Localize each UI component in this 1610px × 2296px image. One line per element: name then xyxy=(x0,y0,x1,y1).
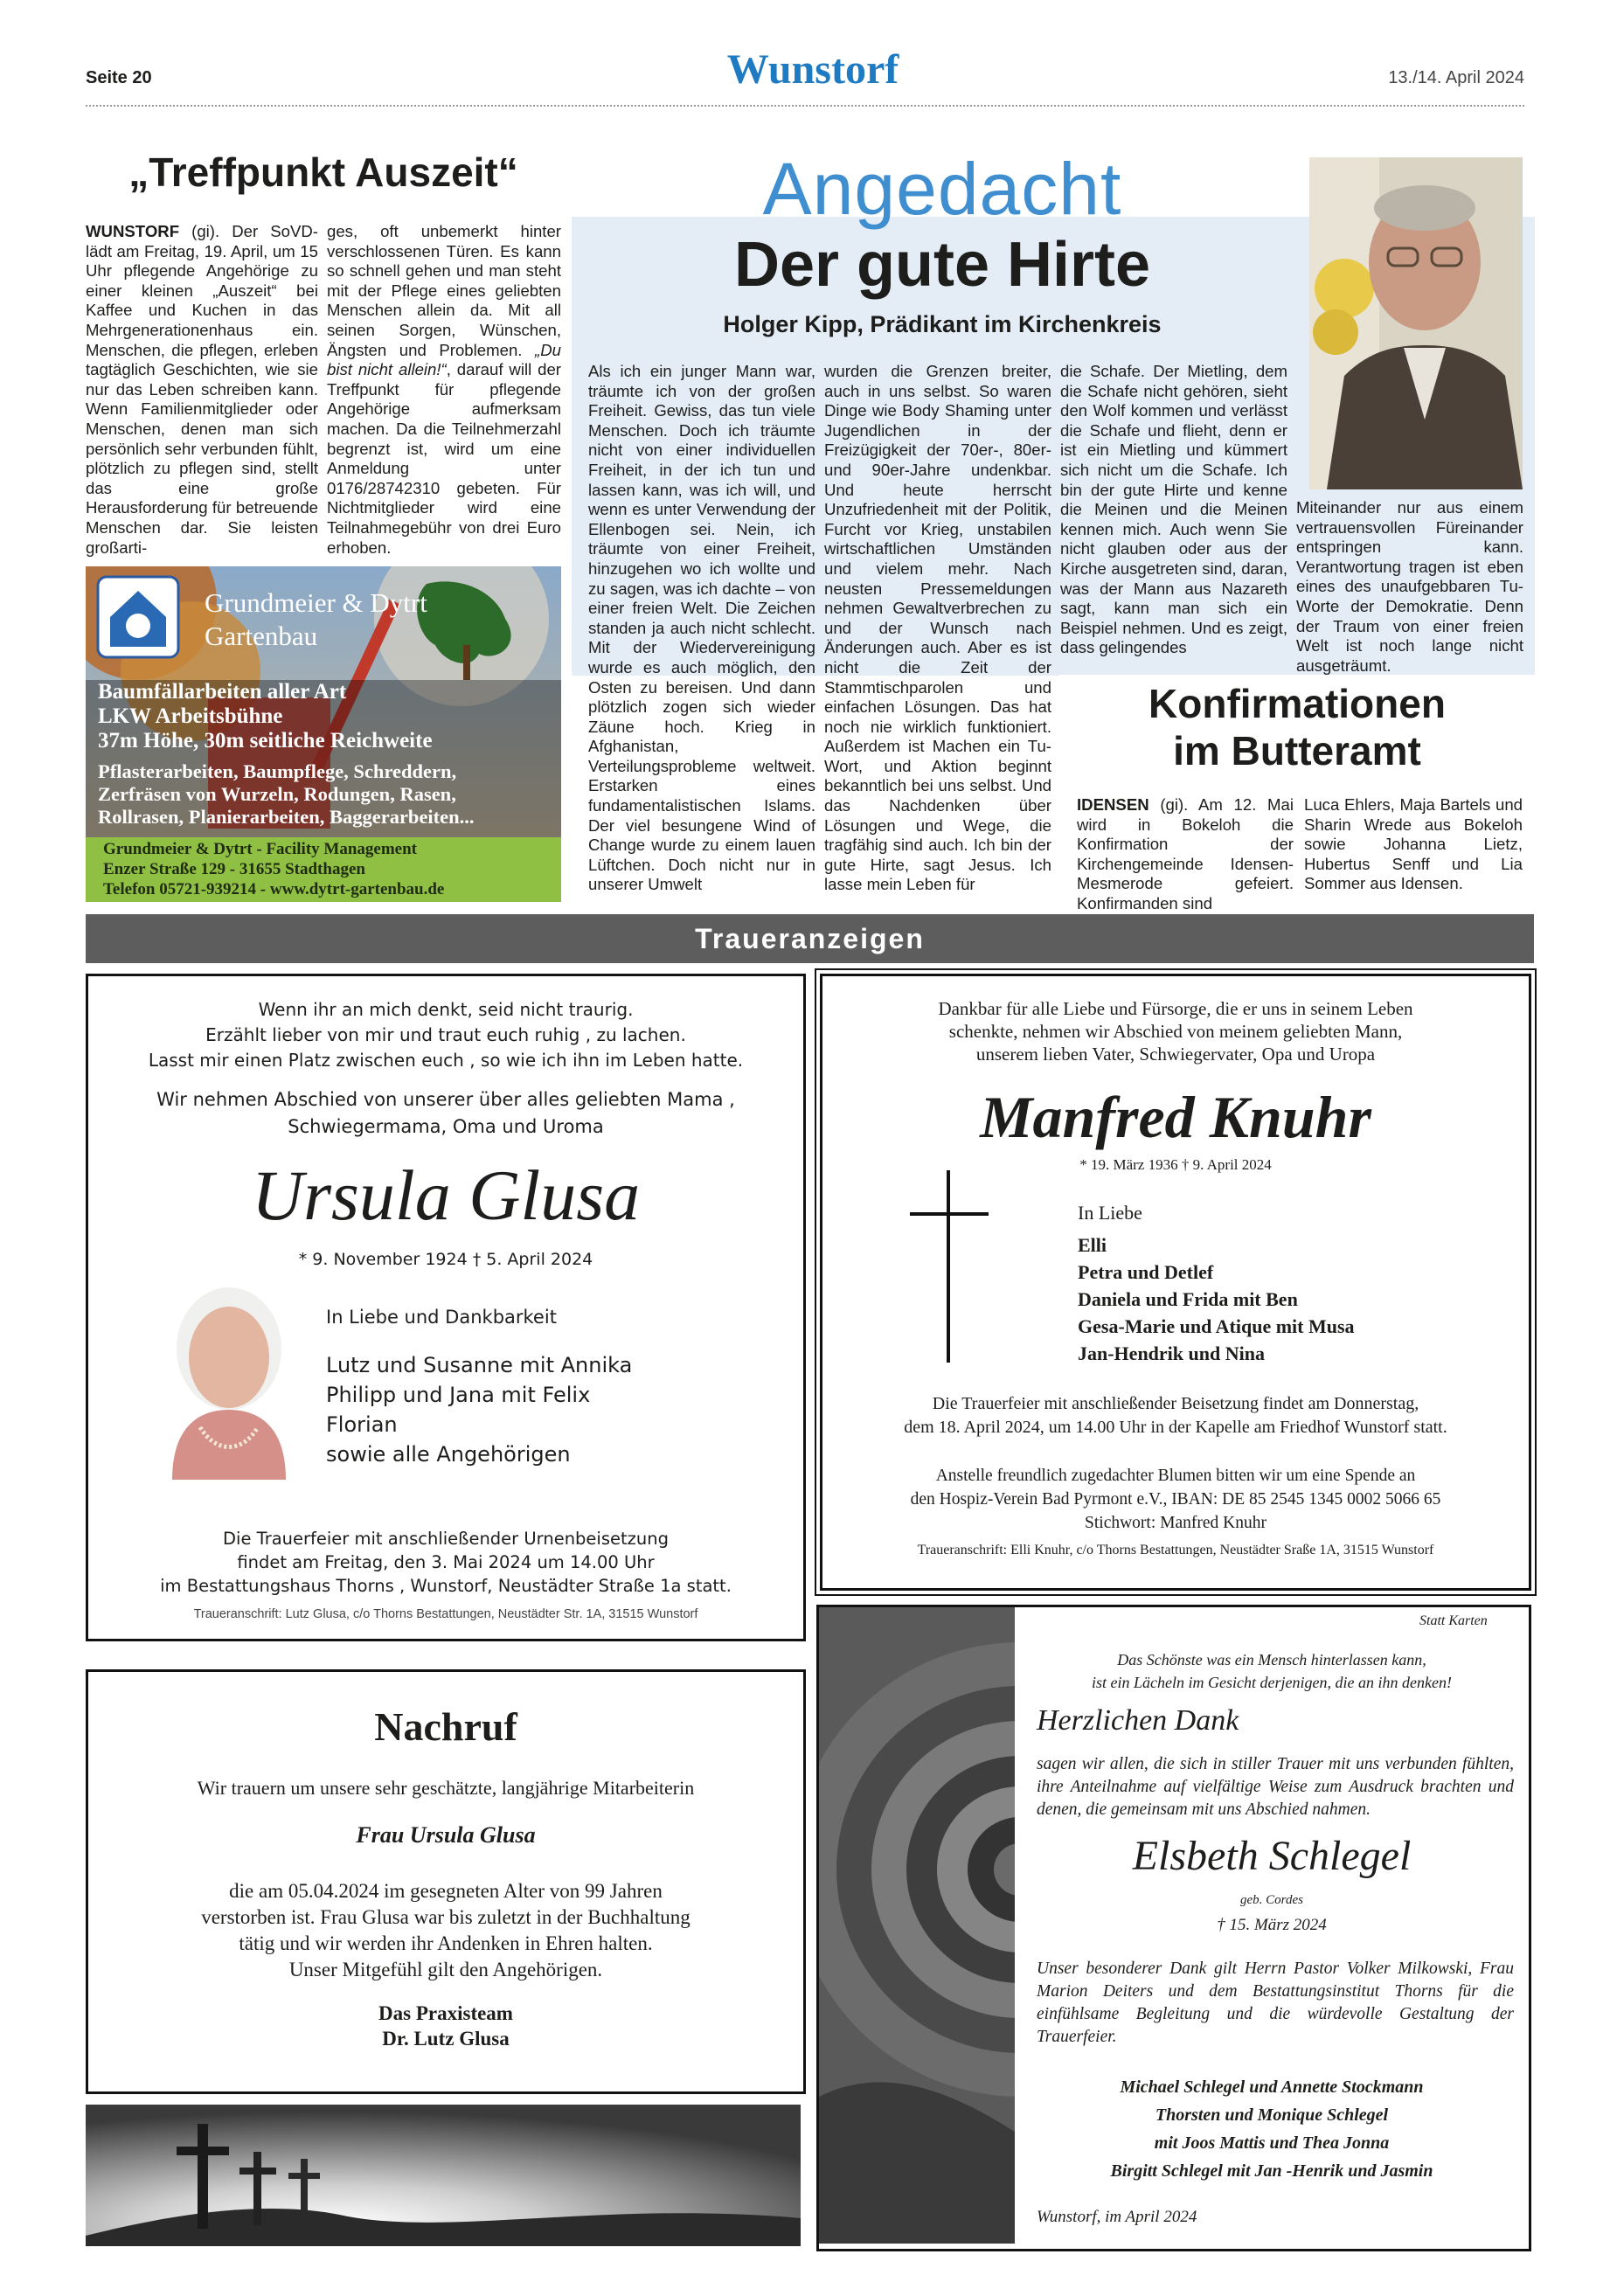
glusa-poem xyxy=(88,997,803,1073)
glusa-service xyxy=(88,1527,803,1598)
schlegel-date: † 15. März 2024 xyxy=(1217,1916,1327,1934)
knuhr-service xyxy=(822,1392,1529,1439)
schlegel-place: Wunstorf, im April 2024 xyxy=(1037,2208,1197,2226)
knuhr-family-1: Elli xyxy=(1078,1234,1107,1256)
schlegel-statt-karten: Statt Karten xyxy=(1419,1613,1488,1628)
knuhr-donation-1: Anstelle freundlich zugedachter Blumen bitten wir um eine Spende an xyxy=(935,1467,1416,1485)
schlegel-quote-1: Das Schönste was ein Mensch hinterlassen kann, xyxy=(1117,1651,1426,1668)
nachruf-title: Nachruf xyxy=(374,1704,517,1749)
treffpunkt-text-2a: ges, oft unbemerkt hinter verschlossenen Türen. Es kann so schnell gehen und man steht mit der Pflege eines geliebten Menschen allein da. Mit all seinen Sorgen, Wünschen, Ängsten und Problemen. xyxy=(327,222,561,359)
glusa-family-1: Lutz und Susanne mit Annika xyxy=(326,1353,633,1377)
knuhr-family-3: Daniela und Frida mit Ben xyxy=(1078,1288,1298,1310)
knuhr-address: Traueranschrift: Elli Knuhr, c/o Thorns Bestattungen, Neustädter Sraße 1A, 31515 Wunstorf xyxy=(917,1543,1434,1557)
ad-list-2: Zerfräsen von Wurzeln, Rodungen, Rasen, xyxy=(98,783,456,805)
konfirmationen-text-1: (gi). Am 12. Mai wird in Bokeloh die Konfirmation der Kirchengemeinde Idensen-Mesmerode gefeiert. Konfirmanden sind xyxy=(1077,795,1294,912)
treffpunkt-text-2b: , darauf will der Treffpunkt für pflegende Angehörige aufmerksam machen. Da die Teilnehmerzahl begrenzt ist, wird um eine Anmeldung unter 0176/28742310 gebeten. Für Nichtmitglieder wird eine Teilnahmegebühr von drei Euro erhoben. xyxy=(327,360,561,557)
knuhr-intro-3: unserem lieben Vater, Schwiegervater, Opa und Uropa xyxy=(975,1044,1376,1065)
glusa-family-3: Florian xyxy=(326,1412,398,1437)
angedacht-column-3: die Schafe. Der Mietling, dem die Schafe nicht gehören, sieht den Wolf kommen und verlässt die Schafe und flieht, denn er ist ein Mietling und kümmert sich nicht um die Schafe. Ich bin der gute Hirte und kenne die Meinen und die Meinen kennen mich. Auch wenn Sie nicht glauben oder aus der Kirche ausgetreten sind, daran, was der Mann aus Nazareth sagt, kann man sich ein Beispiel nehmen. Und es zeigt, dass gelingendes xyxy=(1060,362,1287,657)
knuhr-intro xyxy=(822,997,1529,1065)
knuhr-donation-2: den Hospiz-Verein Bad Pyrmont e.V., IBAN: DE 85 2545 1345 0002 5066 65 xyxy=(910,1490,1441,1509)
glusa-poem-line-1: Wenn ihr an mich denkt, seid nicht traurig. xyxy=(258,999,634,1020)
obituary-ursula-glusa xyxy=(86,974,806,1641)
schlegel-thanks: sagen wir allen, die sich in stiller Trauer mit uns verbunden fühlten, ihre Anteilnahme auf vielfältige Weise zum Ausdruck brachten und denen, die gemeinsam mit uns Abschied nahmen. xyxy=(1037,1755,1514,1819)
konfirmationen-dateline: IDENSEN xyxy=(1077,795,1149,814)
ad-footer-2: Enzer Straße 129 - 31655 Stadthagen xyxy=(103,860,365,878)
glusa-intro-line-2: Schwiegermama, Oma und Uroma xyxy=(288,1116,604,1137)
schlegel-family xyxy=(1023,2073,1521,2185)
angedacht-kicker: Angedacht xyxy=(762,148,1122,230)
ad-list-3: Rollrasen, Planierarbeiten, Baggerarbeiten... xyxy=(98,806,475,828)
glusa-intro xyxy=(88,1086,803,1141)
konfirmationen-column-1 xyxy=(1077,795,1294,914)
glusa-family xyxy=(326,1350,632,1469)
knuhr-donation-3: Stichwort: Manfred Knuhr xyxy=(1085,1514,1266,1532)
glusa-love: In Liebe und Dankbarkeit xyxy=(326,1307,557,1328)
glusa-address: Traueranschrift: Lutz Glusa, c/o Thorns Bestattungen, Neustädter Str. 1A, 31515 Wunstorf xyxy=(193,1607,698,1621)
glusa-intro-line-1: Wir nehmen Abschied von unserer über alles geliebten Mama , xyxy=(156,1089,735,1110)
ad-footer-1: Grundmeier & Dytrt - Facility Management xyxy=(103,840,417,858)
glusa-portrait xyxy=(146,1270,312,1480)
treffpunkt-dateline: WUNSTORF xyxy=(86,222,180,240)
nachruf-name: Frau Ursula Glusa xyxy=(356,1822,536,1848)
angedacht-column-4: Miteinander nur aus einem vertrauensvollen Füreinander entspringen kann. Verantwortung tragen ist eben eines des unaufgebbaren Tu-Worte der Demokratie. Denn der Traum von einer freien Welt ist noch lange nicht ausgeträumt. xyxy=(1296,498,1523,675)
cross-icon-beam xyxy=(910,1212,989,1216)
konfirmationen-headline xyxy=(1059,680,1535,774)
crosses-image xyxy=(86,2105,801,2246)
gartenbau-advertisement xyxy=(86,566,561,902)
schlegel-special-thanks: Unser besonderer Dank gilt Herrn Pastor Volker Milkowski, Frau Marion Deiters und dem Bestattungsinstitut Thorns für die einfühlsame Begleitung und die würdevolle Gestaltung der Trauerfeier. xyxy=(1037,1960,1514,2046)
glusa-poem-line-2: Erzählt lieber von mir und traut euch ruhig , zu lachen. xyxy=(205,1024,686,1045)
nachruf-text-4: Unser Mitgefühl gilt den Angehörigen. xyxy=(288,1959,603,1980)
glusa-family-4: sowie alle Angehörigen xyxy=(326,1442,571,1467)
rose-image xyxy=(819,1607,1015,2244)
glusa-service-1: Die Trauerfeier mit anschließender Urnenbeisetzung xyxy=(223,1529,669,1549)
ad-service-3: 37m Höhe, 30m seitliche Reichweite xyxy=(98,729,433,753)
ad-footer-3: Telefon 05721-939214 - www.dytrt-gartenbau.de xyxy=(103,880,445,898)
konfirmationen-title-text: Konfirmationen im Butteramt xyxy=(1149,681,1446,773)
nachruf-text-2: verstorben ist. Frau Glusa war bis zuletzt in der Buchhaltung xyxy=(201,1906,690,1928)
nachruf-text-1: die am 05.04.2024 im gesegneten Alter von 99 Jahren xyxy=(229,1880,663,1902)
schlegel-name: Elsbeth Schlegel xyxy=(1132,1833,1412,1879)
knuhr-service-2: dem 18. April 2024, um 14.00 Uhr in der Kapelle am Friedhof Wunstorf statt. xyxy=(904,1418,1447,1437)
ad-service-list xyxy=(98,760,475,829)
header-divider xyxy=(86,105,1524,107)
knuhr-family-5: Jan-Hendrik und Nina xyxy=(1078,1342,1265,1364)
nachruf-intro: Wir trauern um unsere sehr geschätzte, langjährige Mitarbeiterin xyxy=(197,1777,695,1799)
schlegel-family-2: Thorsten und Monique Schlegel xyxy=(1155,2105,1389,2125)
nachruf-notice xyxy=(86,1669,806,2094)
ad-service-2: LKW Arbeitsbühne xyxy=(98,704,283,728)
ad-service-1: Baumfällarbeiten aller Art xyxy=(98,680,347,704)
page-number: Seite 20 xyxy=(86,68,152,87)
treffpunkt-column-1 xyxy=(86,222,318,558)
schlegel-heading: Herzlichen Dank xyxy=(1037,1704,1239,1737)
knuhr-intro-1: Dankbar für alle Liebe und Fürsorge, die er uns in seinem Leben xyxy=(938,998,1413,1019)
schlegel-born: geb. Cordes xyxy=(1240,1893,1303,1907)
treffpunkt-column-2 xyxy=(327,222,561,558)
knuhr-donation xyxy=(822,1464,1529,1535)
schlegel-quote-2: ist ein Lächeln im Gesicht derjenigen, die an ihn denken! xyxy=(1092,1674,1452,1691)
author-portrait xyxy=(1309,157,1523,489)
cross-icon xyxy=(947,1170,950,1363)
schlegel-family-1: Michael Schlegel und Annette Stockmann xyxy=(1120,2077,1424,2097)
konfirmationen-column-2: Luca Ehlers, Maja Bartels und Sharin Wrede aus Bokeloh sowie Johanna Lietz, Hubertus Senff und Lia Sommer aus Idensen. xyxy=(1304,795,1523,893)
angedacht-headline: Der gute Hirte xyxy=(733,230,1151,300)
knuhr-family-4: Gesa-Marie und Atique mit Musa xyxy=(1078,1315,1355,1337)
glusa-dates: * 9. November 1924 † 5. April 2024 xyxy=(298,1250,593,1269)
glusa-service-3: im Bestattungshaus Thorns , Wunstorf, Neustädter Straße 1a statt. xyxy=(160,1576,732,1596)
knuhr-love: In Liebe xyxy=(1078,1202,1142,1224)
knuhr-family xyxy=(1078,1231,1355,1367)
ad-company-name: Grundmeier & Dytrt xyxy=(205,587,427,618)
obituary-manfred-knuhr xyxy=(820,974,1531,1591)
angedacht-column-2: wurden die Grenzen breiter, auch in uns selbst. So waren Dinge wie Body Shaming unter Jugendlichen in der Freizügigkeit der 70er-, 80er- und 90er-Jahre undenkbar. Und heute herrscht Unzufriedenheit mit der Politik, Furcht vor Krieg, unstabilen wirtschaftlichen Umständen und vielem mehr. Nach neusten Pressemeldungen nehmen Gewaltverbrechen zu und der Wunsch nach Änderungen auch. Aber es ist nicht die Zeit der Stammtischparolen und einfachen Lösungen. Das hat noch nie wirklich funktioniert. Außerdem ist Machen ein Tu-Wort, und Aktion beginnt bekanntlich bei uns selbst. Und das Nachdenken über Lösungen und Wege, die tragfähig sind auch. Ich bin der gute Hirte, sagt Jesus. Ich lasse mein Leben für xyxy=(824,362,1051,894)
nachruf-signature xyxy=(88,2001,803,2051)
nachruf-signature-1: Das Praxisteam xyxy=(378,2002,513,2024)
ad-contact xyxy=(103,839,444,899)
glusa-name: Ursula Glusa xyxy=(251,1155,641,1235)
knuhr-dates: * 19. März 1936 † 9. April 2024 xyxy=(1079,1156,1272,1173)
issue-date: 13./14. April 2024 xyxy=(1388,68,1524,87)
schlegel-family-3: mit Joos Mattis und Thea Jonna xyxy=(1154,2133,1390,2153)
angedacht-column-1: Als ich ein junger Mann war, träumte ich von der großen Freiheit. Gewiss, das tun viele Menschen. Doch ich träumte nicht von einer individuellen Freiheit, in der ich tun und lassen kann, was ich will, und wenn es unter Verwendung der Ellenbogen sei. Nein, ich träumte von einer Freiheit, hinzugehen wo ich wollte und zu sagen, was ich dachte – von einer freien Welt. Die Zeichen standen ja auch nicht schlecht. Mit der Wiedervereinigung wurde es auch möglich, den Osten zu bereisen. Und dann plötzlich zogen sich wieder Zäune hoch. Krieg in Afghanistan, Verteilungsprobleme weltweit. Erstarken eines fundamentalistischen Islams. Der viel besungene Wind of Change wurde zu einem lauen Lüftchen. Doch nicht nur in unserer Umwelt xyxy=(588,362,815,894)
angedacht-author: Holger Kipp, Prädikant im Kirchenkreis xyxy=(723,311,1162,337)
glusa-poem-line-3: Lasst mir einen Platz zwischen euch , so wie ich ihn im Leben hatte. xyxy=(148,1050,744,1071)
knuhr-service-1: Die Trauerfeier mit anschließender Beisetzung findet am Donnerstag, xyxy=(932,1394,1419,1413)
nachruf-text-3: tätig und wir werden ihr Andenken in Ehren halten. xyxy=(239,1932,653,1954)
glusa-family-2: Philipp und Jana mit Felix xyxy=(326,1383,591,1407)
ad-list-1: Pflasterarbeiten, Baumpflege, Schreddern, xyxy=(98,760,457,782)
glusa-service-2: findet am Freitag, den 3. Mai 2024 um 14.00 Uhr xyxy=(237,1552,655,1572)
treffpunkt-text-1: (gi). Der SoVD-lädt am Freitag, 19. April, um 15 Uhr pflegende Angehörige zu einer kleinen „Auszeit“ bei Kaffee und Kuchen in das Mehrgenerationenhaus ein. Menschen, die pflegen, erleben tagtäglich Geschichten, wie sie nur das Leben schreiben kann. Wenn Familienmitglieder oder Menschen, denen man sich persönlich sehr verbunden fühlt, plötzlich zu pflegen sind, stellt das eine große Herausforderung für betreuende Menschen dar. Sie leisten großarti- xyxy=(86,222,318,557)
ad-services xyxy=(98,680,433,753)
treffpunkt-quote: „Du bist nicht allein!“ xyxy=(327,340,561,379)
schlegel-quote xyxy=(1023,1648,1521,1694)
treffpunkt-headline: „Treffpunkt Auszeit“ xyxy=(128,149,518,195)
ad-company-subtitle: Gartenbau xyxy=(205,621,318,651)
section-title: Wunstorf xyxy=(726,46,899,93)
knuhr-name: Manfred Knuhr xyxy=(980,1084,1371,1150)
schlegel-family-4: Birgitt Schlegel mit Jan -Henrik und Jasmin xyxy=(1110,2161,1433,2181)
nachruf-signature-2: Dr. Lutz Glusa xyxy=(382,2028,510,2050)
nachruf-text xyxy=(88,1878,803,1983)
knuhr-family-2: Petra und Detlef xyxy=(1078,1261,1214,1283)
traueranzeigen-section-bar: Traueranzeigen xyxy=(86,914,1534,963)
knuhr-intro-2: schenkte, nehmen wir Abschied von meinem geliebten Mann, xyxy=(948,1021,1403,1042)
